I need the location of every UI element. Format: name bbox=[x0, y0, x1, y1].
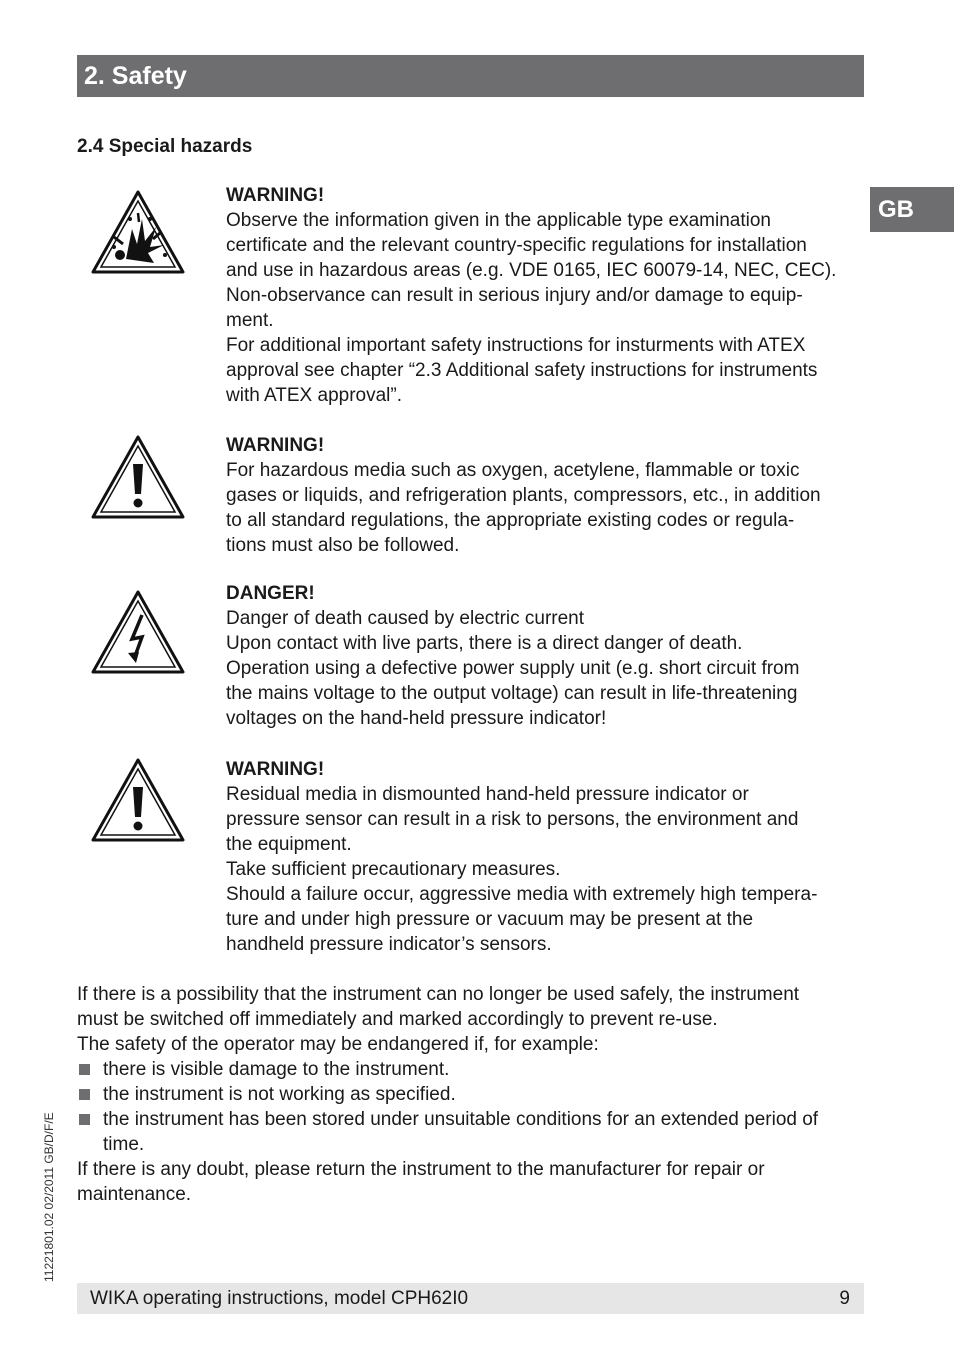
hazard-line: For additional important safety instructions for insturments with ATEX bbox=[226, 335, 806, 356]
list-item bbox=[77, 1082, 867, 1107]
hazard-line: handheld pressure indicator’s sensors. bbox=[226, 934, 552, 955]
square-bullet-icon bbox=[79, 1114, 90, 1125]
body-text bbox=[77, 982, 867, 1207]
hazard-line: the mains voltage to the output voltage) can result in life-threatening bbox=[226, 683, 798, 704]
hazard-line: For hazardous media such as oxygen, acetylene, flammable or toxic bbox=[226, 460, 800, 481]
footer bbox=[77, 1283, 864, 1314]
bullet-list bbox=[77, 1057, 867, 1157]
hazard-line: Residual media in dismounted hand-held pressure indicator or bbox=[226, 784, 749, 805]
hazard-line: to all standard regulations, the appropriate existing codes or regula- bbox=[226, 510, 795, 531]
hazard-line: Non-observance can result in serious injury and/or damage to equip- bbox=[226, 285, 803, 306]
hazard-line: pressure sensor can result in a risk to persons, the environment and bbox=[226, 809, 799, 830]
hazard-line: gases or liquids, and refrigeration plants, compressors, etc., in addition bbox=[226, 485, 821, 506]
body-line: must be switched off immediately and marked accordingly to prevent re-use. bbox=[77, 1009, 718, 1030]
body-line: If there is any doubt, please return the instrument to the manufacturer for repair or bbox=[77, 1159, 765, 1180]
hazard-line: Danger of death caused by electric current bbox=[226, 608, 585, 629]
list-item bbox=[77, 1057, 867, 1082]
square-bullet-icon bbox=[79, 1064, 90, 1075]
list-item-text: time. bbox=[103, 1134, 145, 1155]
hazard-line: voltages on the hand-held pressure indicator! bbox=[226, 708, 607, 729]
document-code: 11221801.02 02/2011 GB/D/F/E bbox=[42, 1112, 56, 1282]
hazard-block bbox=[226, 183, 866, 408]
electric-hazard-icon bbox=[90, 589, 186, 675]
hazard-line: Operation using a defective power supply unit (e.g. short circuit from bbox=[226, 658, 800, 679]
hazard-line: Should a failure occur, aggressive media with extremely high tempera- bbox=[226, 884, 818, 905]
hazard-line: tions must also be followed. bbox=[226, 535, 460, 556]
hazard-line: approval see chapter “2.3 Additional safety instructions for instruments bbox=[226, 360, 818, 381]
hazard-line: and use in hazardous areas (e.g. VDE 0165, IEC 60079-14, NEC, CEC). bbox=[226, 260, 837, 281]
section-heading: 2.4 Special hazards bbox=[77, 136, 253, 157]
hazard-title: WARNING! bbox=[226, 759, 325, 780]
list-item-text: the instrument is not working as specified. bbox=[103, 1084, 456, 1105]
hazard-line: Observe the information given in the applicable type examination bbox=[226, 210, 771, 231]
page-number: 9 bbox=[839, 1288, 850, 1309]
chapter-title: 2. Safety bbox=[77, 55, 864, 97]
hazard-line: ment. bbox=[226, 310, 274, 331]
explosion-warning-icon bbox=[90, 189, 186, 275]
list-item-text: there is visible damage to the instrument. bbox=[103, 1059, 450, 1080]
list-item-text: the instrument has been stored under unsuitable conditions for an extended period of bbox=[103, 1109, 819, 1130]
body-line: The safety of the operator may be endangered if, for example: bbox=[77, 1034, 599, 1055]
hazard-title: WARNING! bbox=[226, 185, 325, 206]
hazard-block bbox=[226, 757, 866, 957]
hazard-line: ture and under high pressure or vacuum may be present at the bbox=[226, 909, 754, 930]
body-line: If there is a possibility that the instrument can no longer be used safely, the instrument bbox=[77, 984, 800, 1005]
square-bullet-icon bbox=[79, 1089, 90, 1100]
language-tab: GB bbox=[870, 187, 954, 232]
hazard-line: Take sufficient precautionary measures. bbox=[226, 859, 561, 880]
hazard-title: DANGER! bbox=[226, 583, 315, 604]
exclamation-warning-icon bbox=[90, 434, 186, 520]
hazard-title: WARNING! bbox=[226, 435, 325, 456]
hazard-block bbox=[226, 581, 866, 731]
hazard-block bbox=[226, 433, 866, 558]
body-line: maintenance. bbox=[77, 1184, 192, 1205]
hazard-line: certificate and the relevant country-specific regulations for installation bbox=[226, 235, 807, 256]
hazard-line: the equipment. bbox=[226, 834, 352, 855]
exclamation-warning-icon bbox=[90, 757, 186, 843]
hazard-line: Upon contact with live parts, there is a direct danger of death. bbox=[226, 633, 743, 654]
hazard-line: with ATEX approval”. bbox=[226, 385, 403, 406]
footer-title: WIKA operating instructions, model CPH62I0 bbox=[90, 1288, 469, 1309]
list-item bbox=[77, 1107, 867, 1157]
